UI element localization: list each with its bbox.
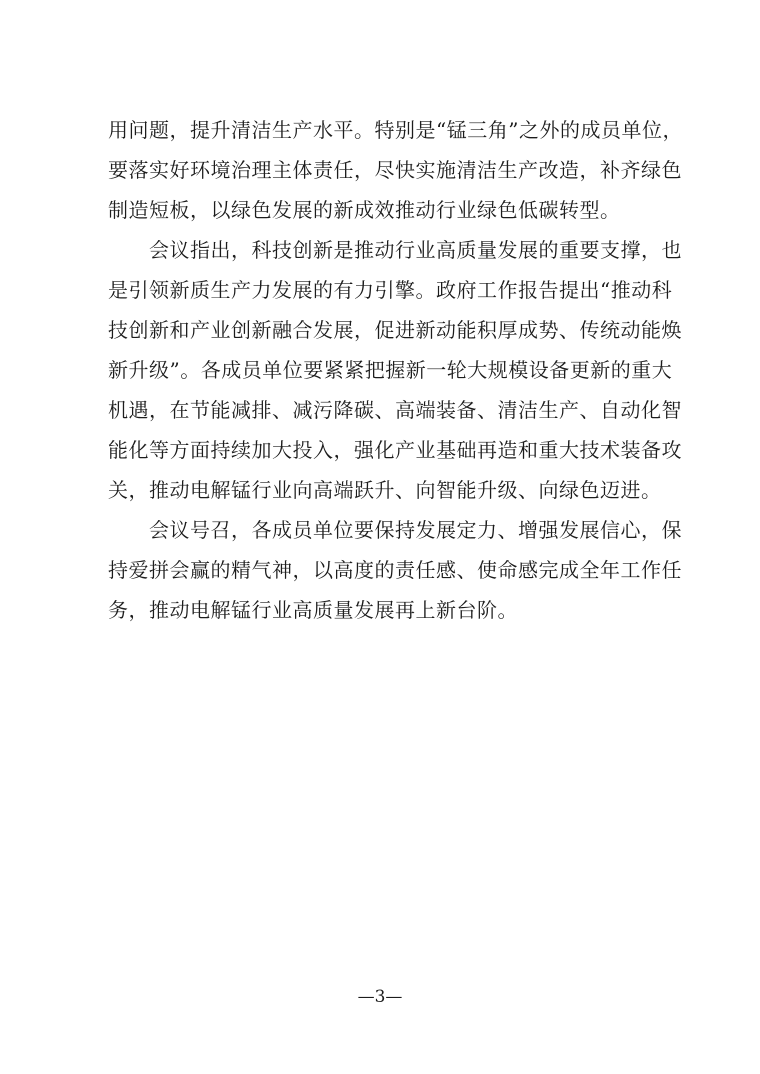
text-line: 是引领新质生产力发展的有力引擎。政府工作报告提出“推动科 [108, 278, 673, 302]
text-line: 关，推动电解锰行业向高端跃升、向智能升级、向绿色迈进。 [108, 478, 662, 502]
text-line: 技创新和产业创新融合发展，促进新动能积厚成势、传统动能焕 [108, 318, 682, 342]
text-line: 能化等方面持续加大投入，强化产业基础再造和重大技术装备攻 [108, 438, 682, 462]
page-number: —3— [357, 987, 403, 1007]
paragraph-3 [108, 510, 682, 630]
body-text [108, 110, 683, 630]
text-line: 持爱拼会赢的精气神，以高度的责任感、使命感完成全年工作任 [108, 558, 682, 582]
paragraph-1 [108, 110, 683, 230]
text-line: 机遇，在节能减排、减污降碳、高端装备、清洁生产、自动化智 [108, 398, 682, 422]
text-line: 会议指出，科技创新是推动行业高质量发展的重要支撑，也 [149, 238, 682, 262]
paragraph-2 [108, 230, 682, 510]
text-line: 务，推动电解锰行业高质量发展再上新台阶。 [108, 598, 518, 622]
text-line: 制造短板，以绿色发展的新成效推动行业绿色低碳转型。 [108, 198, 621, 222]
text-line: 要落实好环境治理主体责任，尽快实施清洁生产改造，补齐绿色 [108, 158, 682, 182]
text-line: 用问题，提升清洁生产水平。特别是“锰三角”之外的成员单位， [108, 118, 683, 142]
text-line: 会议号召，各成员单位要保持发展定力、增强发展信心，保 [149, 518, 682, 542]
text-line: 新升级”。各成员单位要紧紧把握新一轮大规模设备更新的重大 [108, 358, 673, 382]
